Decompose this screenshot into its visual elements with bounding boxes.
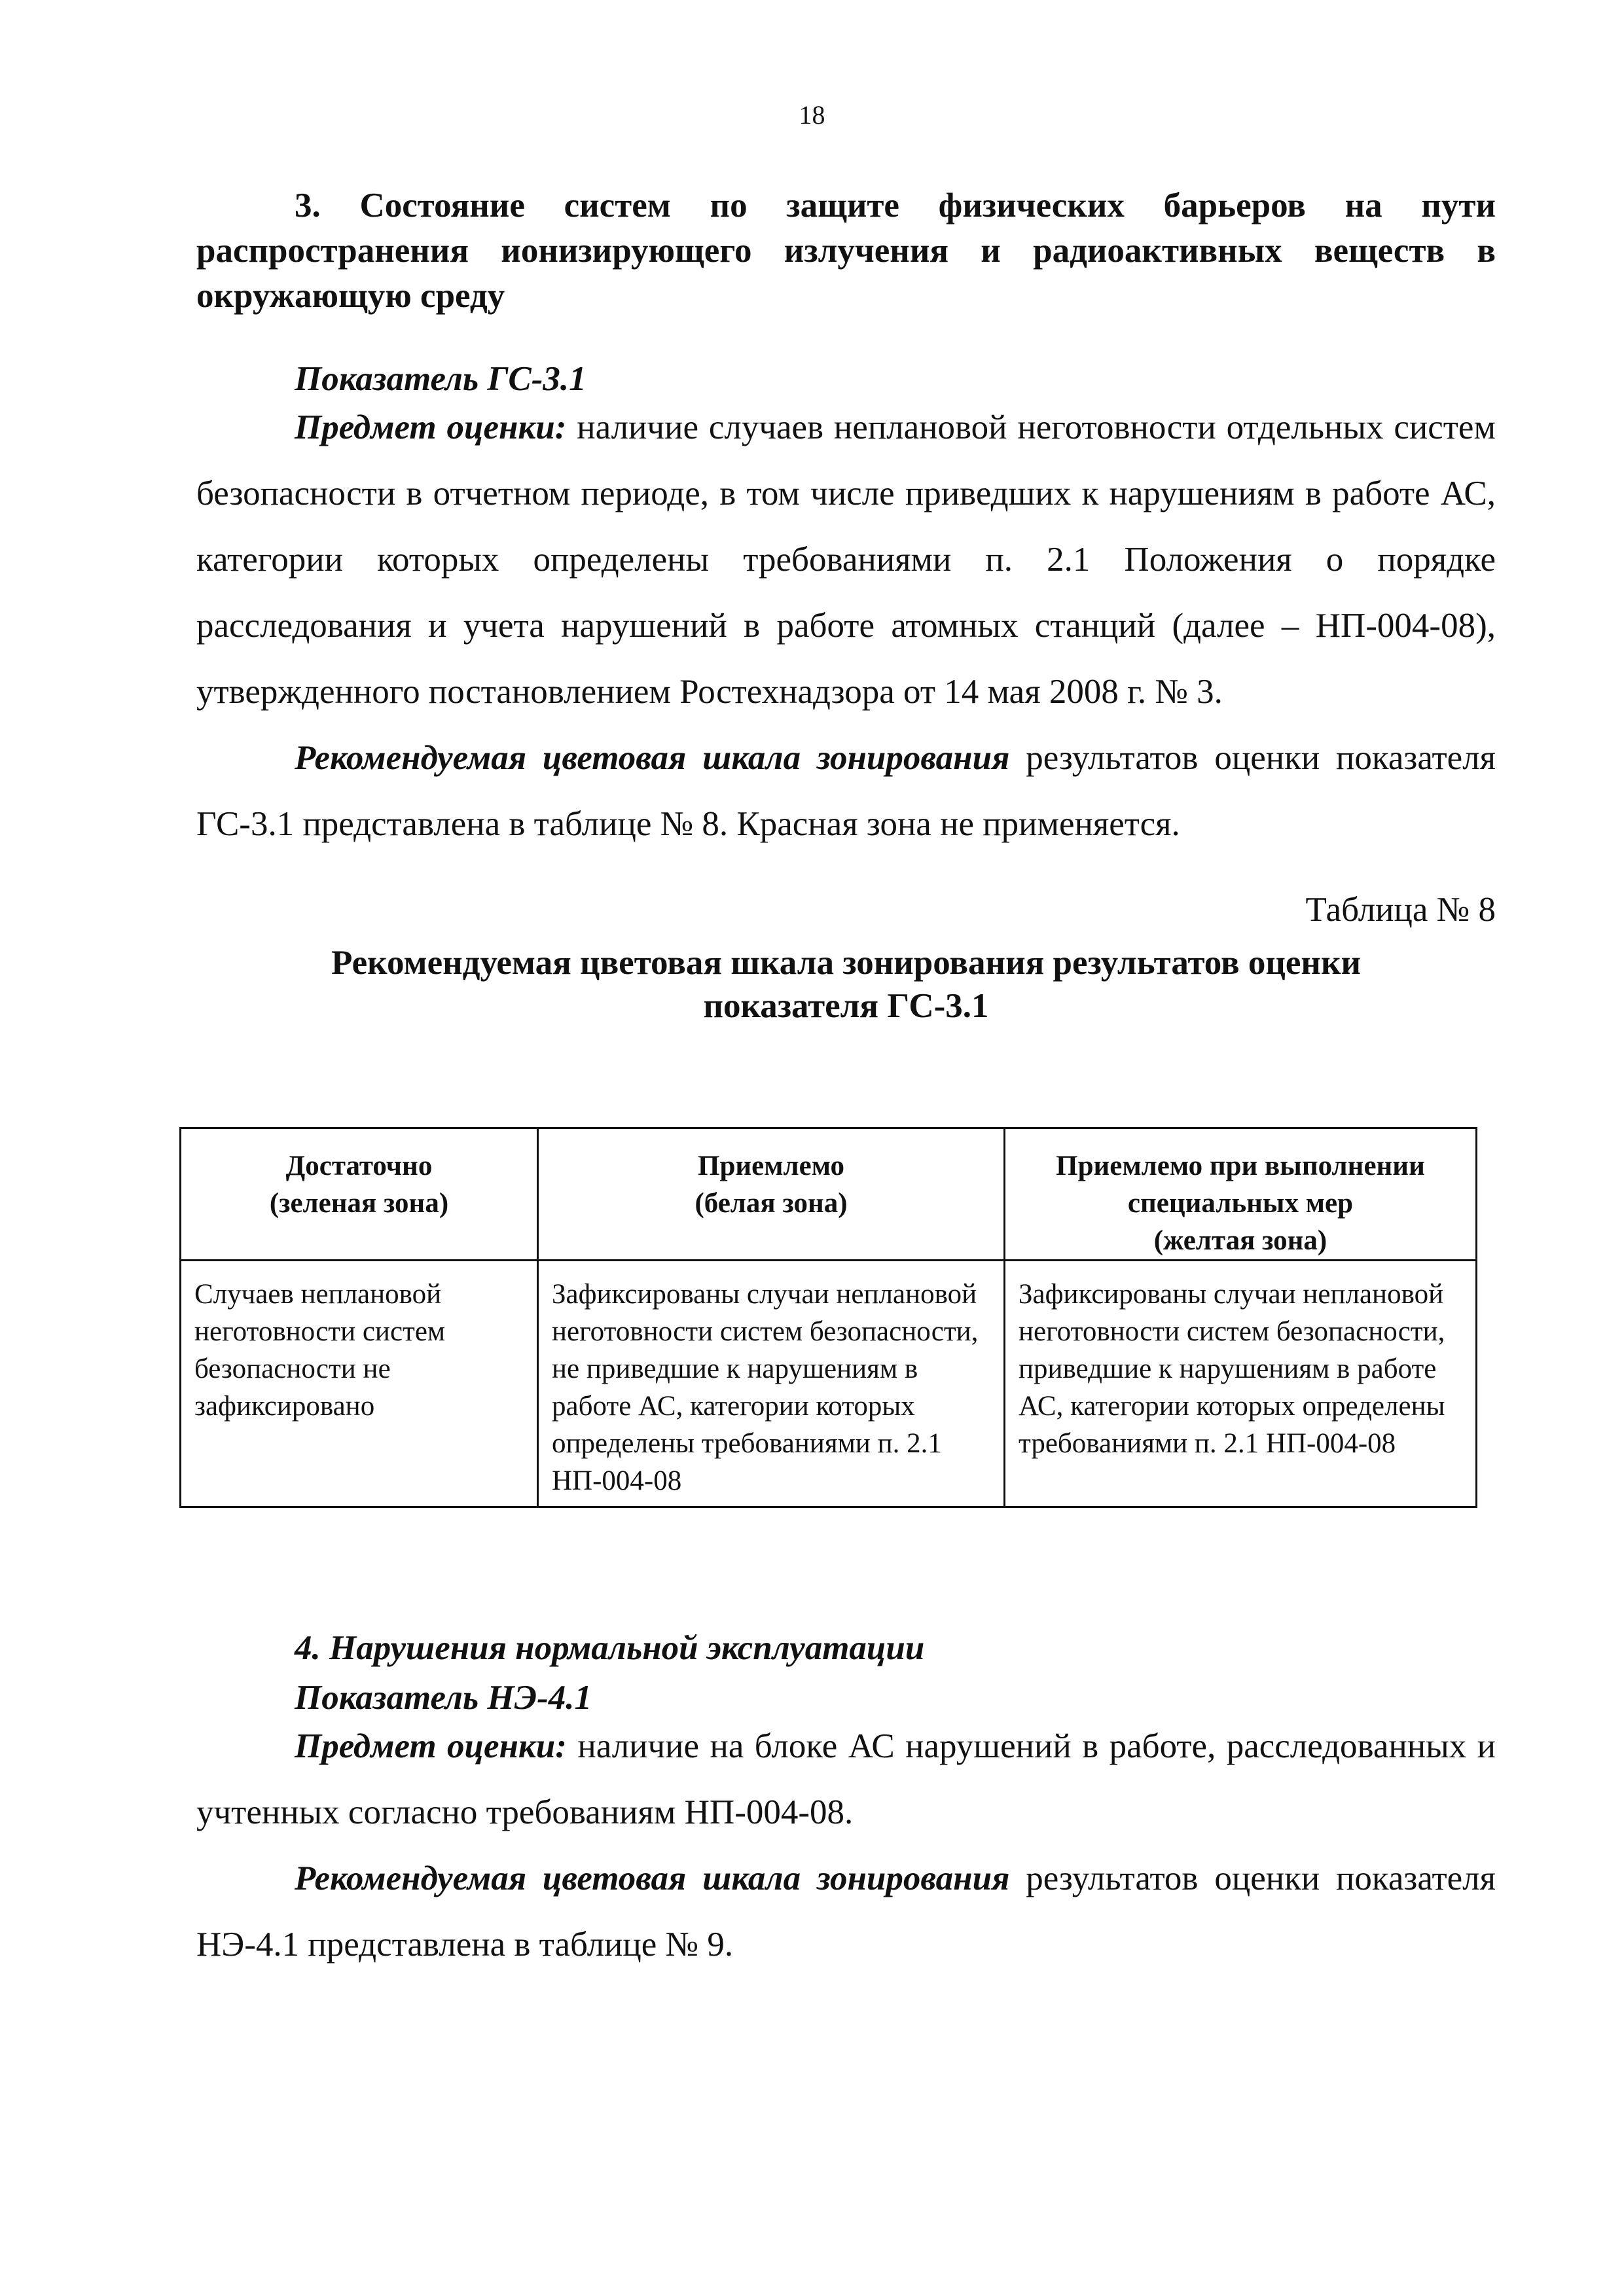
table-caption: Рекомендуемая цветовая шкала зонирования результатов оценки показателя ГС-3.1 — [331, 944, 1362, 1025]
zoning-table — [179, 1127, 1477, 1508]
header-white-zone — [538, 1128, 1005, 1261]
header-green-zone-subtitle: (зеленая зона) — [269, 1188, 449, 1219]
assessment-subject-text-4: наличие на блоке АС нарушений в работе, расследованных и учтенных согласно требованиям НП-004-08. — [196, 1727, 1496, 1831]
header-green-zone-title: Достаточно — [285, 1151, 433, 1181]
header-white-zone-title: Приемлемо — [698, 1151, 844, 1181]
header-yellow-zone — [1005, 1128, 1477, 1261]
assessment-subject-text: наличие случаев неплановой неготовности отдельных систем безопасности в отчетном периоде, в том числе приведших к нарушениям в работе АС, категории которых определены требованиями п. 2.1 Положения о порядке расследования и учета нарушений в работе атомных станций (далее – НП-004-08), утвержденного постановлением Ростехнадзора от 14 мая 2008 г. № 3. — [196, 408, 1496, 711]
cell-green-zone: Случаев неплановой неготовности систем безопасности не зафиксировано — [181, 1261, 538, 1507]
color-scale-paragraph — [196, 725, 1496, 857]
header-yellow-zone-title: Приемлемо при выполнении — [1056, 1151, 1425, 1181]
cell-yellow-zone: Зафиксированы случаи неплановой неготовности систем безопасности, приведшие к нарушениям в работе АС, категории которых определены требованиями п. 2.1 НП-004-08 — [1005, 1261, 1477, 1507]
color-scale-paragraph-4 — [196, 1846, 1496, 1978]
color-scale-label-4: Рекомендуемая цветовая шкала зонирования — [295, 1859, 1010, 1897]
color-scale-text-4: результатов оценки показателя НЭ-4.1 представлена в таблице № 9. — [196, 1859, 1496, 1964]
color-scale-label: Рекомендуемая цветовая шкала зонирования — [295, 739, 1010, 777]
header-yellow-zone-title-cont: специальных мер — [1127, 1188, 1354, 1219]
color-scale-text: результатов оценки показателя ГС-3.1 представлена в таблице № 8. Красная зона не применяется. — [196, 739, 1496, 843]
indicator-ne-4-1: Показатель НЭ-4.1 — [295, 1679, 592, 1717]
table-number: Таблица № 8 — [1305, 891, 1496, 929]
section-3 — [196, 183, 1496, 1028]
header-green-zone — [181, 1128, 538, 1261]
header-white-zone-subtitle: (белая зона) — [695, 1188, 848, 1219]
assessment-subject-paragraph-4 — [196, 1713, 1496, 1846]
assessment-subject-label-4: Предмет оценки: — [295, 1727, 567, 1765]
table-row — [181, 1261, 1477, 1507]
table-header-row — [181, 1128, 1477, 1261]
indicator-gs-3-1: Показатель ГС-3.1 — [295, 360, 586, 398]
header-yellow-zone-subtitle: (желтая зона) — [1153, 1225, 1327, 1256]
assessment-subject-label: Предмет оценки: — [295, 408, 567, 446]
section-4 — [196, 1623, 1496, 1978]
page-number: 18 — [799, 100, 825, 130]
section-4-heading: 4. Нарушения нормальной эксплуатации — [295, 1629, 925, 1667]
cell-white-zone: Зафиксированы случаи неплановой неготовности систем безопасности, не приведшие к нарушениям в работе АС, категории которых определены требованиями п. 2.1 НП-004-08 — [538, 1261, 1005, 1507]
section-3-heading: 3. Состояние систем по защите физических барьеров на пути распространения ионизирующего излучения и радиоактивных веществ в окружающую среду — [196, 187, 1496, 315]
assessment-subject-paragraph — [196, 395, 1496, 725]
